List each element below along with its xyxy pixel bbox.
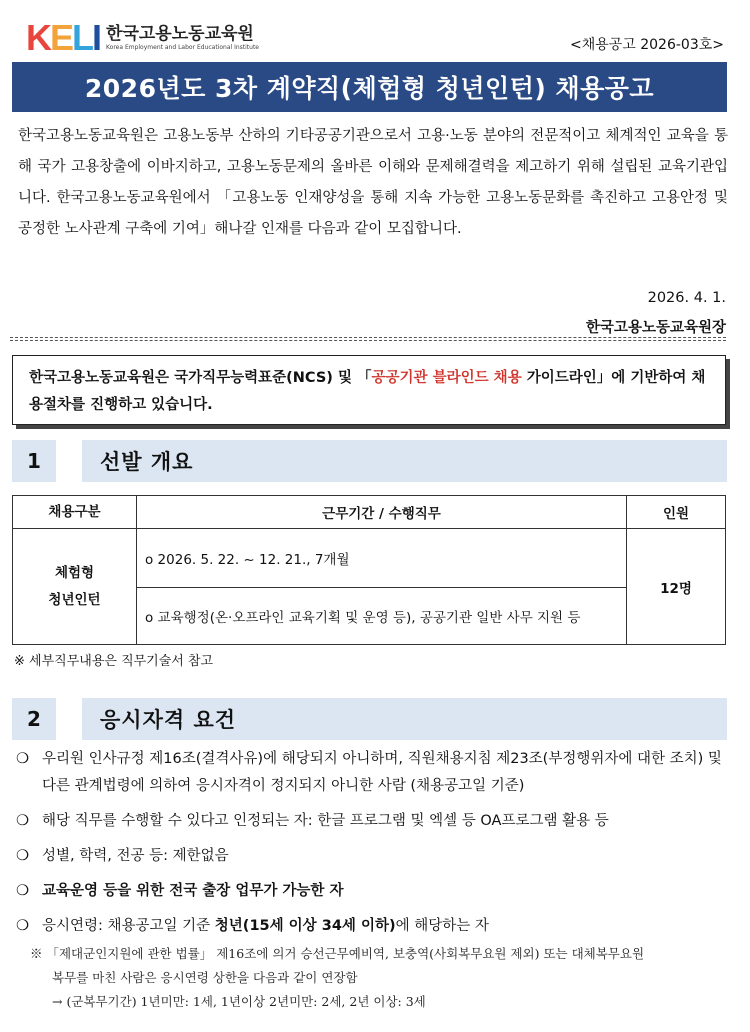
keli-logo-mark: K E L I xyxy=(26,17,101,58)
bullet-icon: ❍ xyxy=(16,813,29,829)
eligibility-list xyxy=(14,746,730,940)
section-header-1 xyxy=(12,440,727,482)
notice-date: 2026. 4. 1. xyxy=(647,290,726,306)
duty-cell: o 교육행정(온·오프라인 교육기획 및 운영 등), 공공기관 일반 사무 지원 등 xyxy=(137,588,627,645)
section-separator xyxy=(56,698,82,740)
org-name-en: Korea Employment and Labor Educational Institute xyxy=(106,44,259,51)
section-title: 응시자격 요건 xyxy=(100,708,237,732)
divider xyxy=(10,340,726,341)
list-item-age: ❍ 응시연령: 채용공고일 기준 청년(15세 이상 34세 이하)에 해당하는 자 xyxy=(14,913,730,940)
divider xyxy=(10,337,726,338)
page-title: 2026년도 3차 계약직(체험형 청년인턴) 채용공고 xyxy=(12,62,727,112)
count-cell: 12명 xyxy=(627,529,726,645)
notice-number: <채용공고 2026-03호> xyxy=(569,37,724,53)
col-header-count: 인원 xyxy=(627,496,726,529)
blind-highlight: 공공기관 블라인드 채용 xyxy=(371,370,522,386)
list-item: ❍ 성별, 학력, 전공 등: 제한없음 xyxy=(14,843,730,870)
org-logo xyxy=(26,17,259,58)
section-number: 1 xyxy=(27,449,41,473)
section-separator xyxy=(56,440,82,482)
category-cell: 체험형 청년인턴 xyxy=(13,529,137,645)
section-header-2 xyxy=(12,698,727,740)
col-header-category: 채용구분 xyxy=(13,496,137,529)
military-service-note: ※ 「제대군인지원에 관한 법률」 제16조에 의거 승선근무예비역, 보충역(사회복무요원 제외) 또는 대체복무요원 복무를 마친 사람은 응시연령 상한을 다음과 같이 연장함 → (군복무기간) 1년미만: 1세, 1년이상 2년미만: 2세, 2년 이상: 3세 xyxy=(30,946,645,1009)
org-name-ko: 한국고용노동교육원 xyxy=(106,24,254,44)
bullet-icon: ❍ xyxy=(16,918,29,934)
signer: 한국고용노동교육원장 xyxy=(585,320,726,336)
list-item: ❍ 우리원 인사규정 제16조(결격사유)에 해당되지 아니하며, 직원채용지침 제23조(부정행위자에 대한 조치) 및 다른 관계법령에 의하여 응시자격이 정지되지 아니한 사람 (채용공고일 기준) xyxy=(14,746,730,800)
section-number: 2 xyxy=(27,707,41,731)
bullet-icon: ❍ xyxy=(16,751,29,767)
selection-table xyxy=(12,495,726,645)
blind-text-1: 한국고용노동교육원은 국가직무능력표준(NCS) 및 「 xyxy=(29,370,372,386)
table-row xyxy=(13,529,726,588)
intro-paragraph: 한국고용노동교육원은 고용노동부 산하의 기타공공기관으로서 고용·노동 분야의 전문적이고 체계적인 교육을 통해 국가 고용창출에 이바지하고, 고용노동문제의 올바른 이해와 문제해결력을 제고하기 위해 설립된 교육기관입니다. 한국고용노동교육원에서 「고용노동 인재양성을 통해 지속 가능한 고용노동문화를 촉진하고 고용안정 및 공정한 노사관계 구축에 기여」해나갈 인재를 다음과 같이 모집합니다. xyxy=(18,128,728,237)
notice-date-block xyxy=(586,283,726,343)
table-note: ※ 세부직무내용은 직무기술서 참고 xyxy=(14,654,214,669)
col-header-period-duty: 근무기간 / 수행직무 xyxy=(137,496,627,529)
table-header-row xyxy=(13,496,726,529)
blind-hiring-notice xyxy=(12,355,726,425)
period-cell: o 2026. 5. 22. ~ 12. 21., 7개월 xyxy=(137,529,627,588)
list-item: ❍ 해당 직무를 수행할 수 있다고 인정되는 자: 한글 프로그램 및 엑셀 등 OA프로그램 활용 등 xyxy=(14,808,730,835)
bullet-icon: ❍ xyxy=(16,883,29,899)
section-title: 선발 개요 xyxy=(100,450,194,474)
blind-text-2: 가이드라인」에 기반하여 채용절차를 진행하고 있습니다. xyxy=(29,370,706,413)
logo-text xyxy=(106,24,259,52)
list-item: ❍ 교육운영 등을 위한 전국 출장 업무가 가능한 자 xyxy=(14,878,730,905)
bullet-icon: ❍ xyxy=(16,848,29,864)
